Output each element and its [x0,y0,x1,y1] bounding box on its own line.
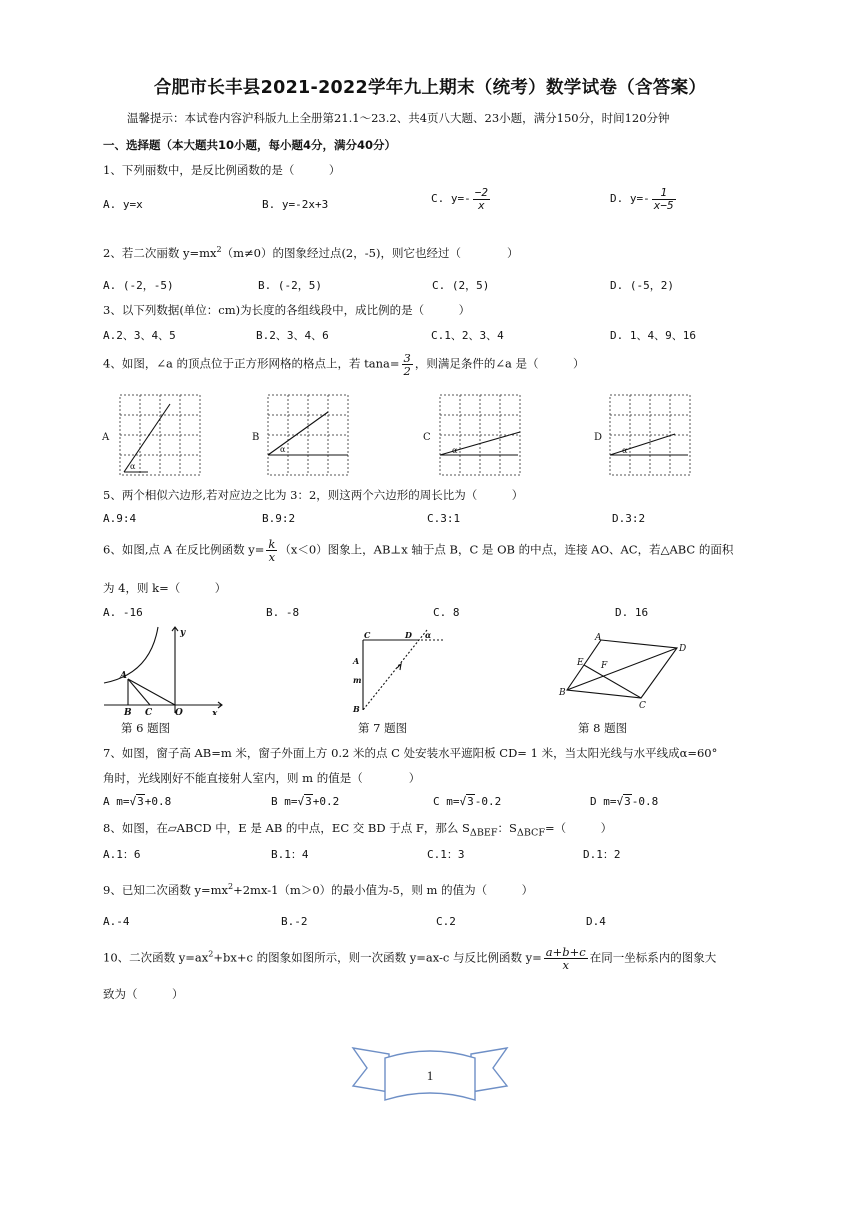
q1-option-c: C. y=- $\frac{-2}{x}$ [431,186,488,212]
section-heading: 一、选择题（本大题共10小题，每小题4分，满分40分） [103,138,397,152]
q6-option-b: B. -8 [266,606,300,619]
figure-7 [345,628,450,716]
q9-option-b: B.-2 [281,915,308,928]
q8-option-a: A.1：6 [103,848,141,861]
q7-option-d: D m=√3-0.8 [590,795,659,808]
fig6-point-c: C [145,708,153,715]
fig8-point-d: D [679,644,687,654]
q7-option-a: A m=√3+0.8 [103,795,172,808]
q3-option-b: B.2、3、4、6 [256,329,329,342]
fig6-y-label: y [180,628,186,638]
fig7-point-a: A [353,656,360,666]
q10-line1: 10、二次函数 $y=ax^2+bx+c$ 的图象如图所示，则一次函数 y=ax-c 与反比例函数 y= $\frac{a+b+c}{x}$ 在同一坐标系内的图象大 [103,945,717,973]
q7-line2: 角时，光线刚好不能直接射人室内，则 m 的值是（ ） [103,771,421,785]
q9-option-c: C.2 [436,915,456,928]
q1-option-d: D. y=- $\frac{1}{x-5}$ [610,186,674,212]
q10-line2: 致为（ ） [103,987,184,1001]
q5-option-b: B.9:2 [262,512,296,525]
fig7-point-d: D [405,630,412,640]
fig6-x-label: x [212,709,218,715]
alpha-label: α [452,446,458,455]
q9-option-a: A.-4 [103,915,130,928]
q4-label-d: D [594,432,603,443]
q7-option-b: B m=√3+0.2 [271,795,340,808]
page-number: 1 [426,1068,434,1083]
alpha-label: α [622,446,628,455]
q5-option-a: A.9:4 [103,512,137,525]
fig6-point-a: A [120,671,127,681]
q2-option-a: A. (-2，-5) [103,279,174,292]
page-title: 合肥市长丰县2021-2022学年九上期末（统考）数学试卷（含答案） [153,78,707,98]
q4-label-c: C [423,432,431,443]
figure-8-caption: 第 8 题图 [578,721,628,735]
q7-line1: 7、如图，窗子高 AB=m 米，窗子外面上方 0.2 米的点 C 处安装水平遮阳板 CD= 1 米，当太阳光线与水平线成α=60° [103,746,718,760]
q3-option-c: C.1、2、3、4 [431,329,504,342]
q2-option-d: D. (-5，2) [610,279,674,292]
q3-option-d: D. 1、4、9、16 [610,329,696,342]
q1-option-a: A. y=x [103,198,143,211]
fig7-alpha: α [425,630,432,640]
fig6-point-b: B [124,708,132,715]
q2-option-b: B. (-2，5) [258,279,322,292]
q2-stem: 2、若二次丽数 $y=mx^2(m\ne 0)$的图象经过点(2，-5)，则它也经过（ ） [103,245,519,260]
q6-option-d: D. 16 [615,606,649,619]
q2-option-c: C. (2，5) [432,279,490,292]
alpha-label: α [130,462,136,471]
fig7-point-b: B [353,704,360,714]
grid-b [268,395,348,475]
grid-d [610,395,690,475]
q5-stem: 5、两个相似六边形,若对应边之比为 3：2，则这两个六边形的周长比为（ ） [103,488,524,502]
q8-option-c: C.1：3 [427,848,465,861]
fig7-m-label: m [353,675,362,685]
q6-line2: 为 4，则 k=（ ） [103,581,227,595]
q8-option-b: B.1：4 [271,848,309,861]
q6-option-c: C. 8 [433,606,460,619]
q6-option-a: A. -16 [103,606,143,619]
q6-line1: 6、如图,点 A 在反比例函数 y= $\frac{k}{x}$ （x＜0）图象上，AB⊥x 轴于点 B，C 是 OB 的中点，连接 AO、AC，若△ABC 的面积 [103,537,734,565]
fig8-point-e: E [577,658,584,668]
exam-tip: 温馨提示：本试卷内容沪科版九上全册第21.1～23.2、共4页八大题、23小题，满分150分，时间120分钟 [127,111,670,125]
q4-stem: 4、如图，∠a 的顶点位于正方形网格的格点上，若 tana= $\frac{3}{2}$ ，则满足条件的∠a 是（ ） [103,351,585,379]
q9-option-d: D.4 [586,915,606,928]
fig8-point-c: C [639,701,646,711]
q7-option-c: C m=√3-0.2 [433,795,502,808]
q4-label-b: B [252,432,260,443]
q3-stem: 3、以下列数据(单位：cm)为长度的各组线段中，成比例的是（ ） [103,303,471,317]
q9-stem: 9、已知二次函数 $y=mx^2+2mx-1(m>0)$的最小值为-5，则 m 的值为（ ） [103,882,534,897]
q3-option-a: A.2、3、4、5 [103,329,176,342]
fig8-point-a: A [595,633,602,643]
fig7-point-c: C [364,630,371,640]
q1-stem: 1、下列丽数中，是反比例函数的是（ ） [103,163,341,177]
fig8-point-f: F [601,661,608,671]
q4-figures [100,390,760,480]
figure-6 [100,623,225,715]
q4-label-a: A [102,432,110,443]
alpha-label: α [280,445,286,454]
figure-8 [555,632,690,712]
figure-6-caption: 第 6 题图 [121,721,171,735]
q5-option-c: C.3:1 [427,512,461,525]
q1-option-b: B. y=-2x+3 [262,198,329,211]
q8-option-d: D.1：2 [583,848,621,861]
q5-option-d: D.3:2 [612,512,646,525]
fig6-point-o: O [175,708,183,715]
figure-7-caption: 第 7 题图 [358,721,408,735]
q8-stem: 8、如图，在▱ABCD 中，E 是 AB 的中点，EC 交 BD 于点 F，那么 $S_{\Delta BEF}$：$S_{\Delta BCF}=$（ ） [103,821,613,839]
fig8-point-b: B [559,688,566,698]
